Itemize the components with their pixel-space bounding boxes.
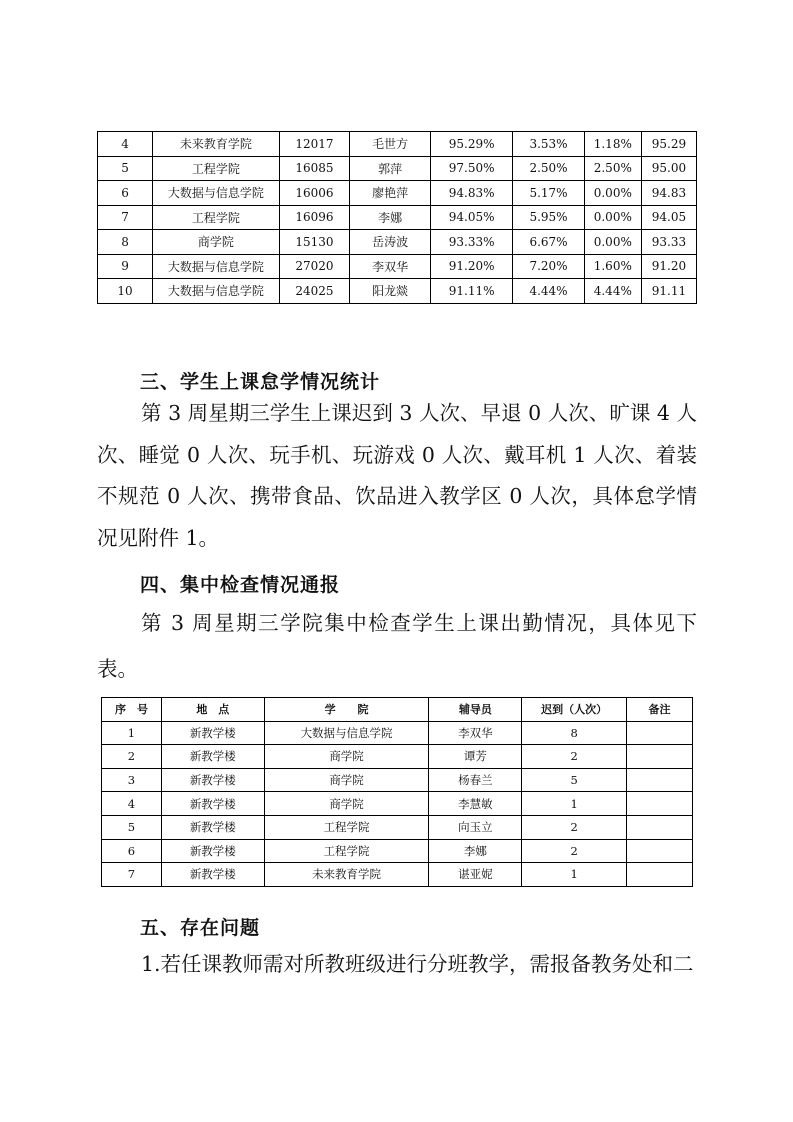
inspection-table — [101, 697, 693, 887]
table-cell: 1.60% — [584, 254, 641, 279]
table-cell: 94.05% — [430, 205, 512, 230]
table-cell — [627, 815, 693, 839]
column-header: 地 点 — [161, 698, 264, 722]
table-cell: 2 — [522, 745, 627, 769]
table-cell: 95.29% — [430, 132, 512, 157]
table-cell: 6 — [98, 181, 153, 206]
table-cell: 阳龙燚 — [350, 279, 431, 304]
table-row — [98, 279, 697, 304]
table-cell: 10 — [98, 279, 153, 304]
table-cell: 3 — [102, 768, 162, 792]
table-cell: 24025 — [279, 279, 350, 304]
table-cell: 工程学院 — [264, 815, 429, 839]
table-cell: 新教学楼 — [161, 745, 264, 769]
table-cell: 8 — [98, 230, 153, 255]
table-cell: 新教学楼 — [161, 721, 264, 745]
column-header: 序 号 — [102, 698, 162, 722]
table-cell: 新教学楼 — [161, 839, 264, 863]
table-cell: 12017 — [279, 132, 350, 157]
table-cell: 5.95% — [513, 205, 584, 230]
table-header-row — [102, 698, 693, 722]
table-cell: 大数据与信息学院 — [153, 181, 280, 206]
table-cell: 大数据与信息学院 — [153, 279, 280, 304]
table-cell: 商学院 — [264, 768, 429, 792]
table-cell: 16096 — [279, 205, 350, 230]
table-row — [98, 205, 697, 230]
table-cell: 向玉立 — [429, 815, 522, 839]
table-cell: 新教学楼 — [161, 768, 264, 792]
table-cell: 谭芳 — [429, 745, 522, 769]
table-cell: 91.11 — [641, 279, 696, 304]
table-cell: 1.18% — [584, 132, 641, 157]
table-cell: 5 — [522, 768, 627, 792]
table-row — [98, 156, 697, 181]
table-cell: 2.50% — [513, 156, 584, 181]
table-cell: 工程学院 — [264, 839, 429, 863]
table-row — [98, 132, 697, 157]
table-cell — [627, 792, 693, 816]
table-cell: 91.20 — [641, 254, 696, 279]
column-header: 辅导员 — [429, 698, 522, 722]
table-cell: 大数据与信息学院 — [264, 721, 429, 745]
table-cell: 8 — [522, 721, 627, 745]
top-statistics-table — [97, 131, 697, 304]
table-row — [98, 181, 697, 206]
table-cell: 2.50% — [584, 156, 641, 181]
column-header: 备注 — [627, 698, 693, 722]
table-cell: 毛世方 — [350, 132, 431, 157]
table-cell: 杨春兰 — [429, 768, 522, 792]
table-cell — [627, 768, 693, 792]
table-cell: 谌亚妮 — [429, 863, 522, 887]
section-4-paragraph: 第 3 周星期三学院集中检查学生上课出勤情况，具体见下表。 — [97, 611, 697, 681]
table-cell: 1 — [102, 721, 162, 745]
table-cell: 李慧敏 — [429, 792, 522, 816]
table-cell: 94.83% — [430, 181, 512, 206]
table-cell: 27020 — [279, 254, 350, 279]
table-cell: 6 — [102, 839, 162, 863]
table-cell: 李娜 — [429, 839, 522, 863]
table-cell: 1 — [522, 792, 627, 816]
table-cell: 93.33% — [430, 230, 512, 255]
table-cell: 7 — [98, 205, 153, 230]
table-cell: 李双华 — [350, 254, 431, 279]
table-cell: 7 — [102, 863, 162, 887]
table-cell — [627, 745, 693, 769]
table-cell: 2 — [102, 745, 162, 769]
table-cell: 工程学院 — [153, 156, 280, 181]
table-row — [102, 745, 693, 769]
table-cell: 未来教育学院 — [153, 132, 280, 157]
table-cell — [627, 863, 693, 887]
table-cell: 0.00% — [584, 230, 641, 255]
table-cell: 5 — [98, 156, 153, 181]
table-cell: 1 — [522, 863, 627, 887]
table-cell: 新教学楼 — [161, 863, 264, 887]
table-row — [102, 839, 693, 863]
table-cell: 3.53% — [513, 132, 584, 157]
table-cell: 0.00% — [584, 205, 641, 230]
table-row — [102, 792, 693, 816]
table-cell: 16085 — [279, 156, 350, 181]
table-cell: 9 — [98, 254, 153, 279]
section-5-paragraph: 1.若任课教师需对所教班级进行分班教学，需报备教务处和二 — [141, 952, 694, 976]
table-cell: 95.00 — [641, 156, 696, 181]
table-cell — [627, 839, 693, 863]
table-cell: 大数据与信息学院 — [153, 254, 280, 279]
section-3-paragraph: 第 3 周星期三学生上课迟到 3 人次、早退 0 人次、旷课 4 人次、睡觉 0 人次、玩手机、玩游戏 0 人次、戴耳机 1 人次、着装不规范 0 人次、携带食品、饮品进入教学区 0 人次，具体怠学情况见附件 1。 — [97, 401, 697, 550]
table-cell: 0.00% — [584, 181, 641, 206]
table-cell: 未来教育学院 — [264, 863, 429, 887]
table-cell: 16006 — [279, 181, 350, 206]
table-cell: 廖艳萍 — [350, 181, 431, 206]
table-cell: 93.33 — [641, 230, 696, 255]
table-row — [102, 721, 693, 745]
table-cell: 6.67% — [513, 230, 584, 255]
table-cell: 李双华 — [429, 721, 522, 745]
table-row — [98, 230, 697, 255]
table-cell: 商学院 — [153, 230, 280, 255]
table-cell: 91.11% — [430, 279, 512, 304]
table-cell: 4.44% — [584, 279, 641, 304]
table-cell: 5.17% — [513, 181, 584, 206]
table-cell: 工程学院 — [153, 205, 280, 230]
table-cell: 2 — [522, 815, 627, 839]
table-cell: 4 — [102, 792, 162, 816]
column-header: 学 院 — [264, 698, 429, 722]
table-cell: 2 — [522, 839, 627, 863]
table-cell — [627, 721, 693, 745]
table-cell: 91.20% — [430, 254, 512, 279]
table-cell: 李娜 — [350, 205, 431, 230]
table-cell: 94.83 — [641, 181, 696, 206]
table-cell: 5 — [102, 815, 162, 839]
table-cell: 商学院 — [264, 745, 429, 769]
table-cell: 95.29 — [641, 132, 696, 157]
table-cell: 新教学楼 — [161, 815, 264, 839]
table-cell: 商学院 — [264, 792, 429, 816]
table-cell: 郭萍 — [350, 156, 431, 181]
section-3-heading: 三、学生上课怠学情况统计 — [140, 371, 381, 393]
table-cell: 15130 — [279, 230, 350, 255]
section-5-heading: 五、存在问题 — [140, 917, 261, 939]
table-row — [102, 863, 693, 887]
table-cell: 97.50% — [430, 156, 512, 181]
table-cell: 4 — [98, 132, 153, 157]
table-row — [102, 815, 693, 839]
section-4-heading: 四、集中检查情况通报 — [140, 574, 341, 596]
table-cell: 7.20% — [513, 254, 584, 279]
table-cell: 4.44% — [513, 279, 584, 304]
table-row — [98, 254, 697, 279]
table-cell: 94.05 — [641, 205, 696, 230]
table-cell: 岳涛波 — [350, 230, 431, 255]
column-header: 迟到（人次） — [522, 698, 627, 722]
table-row — [102, 768, 693, 792]
table-cell: 新教学楼 — [161, 792, 264, 816]
